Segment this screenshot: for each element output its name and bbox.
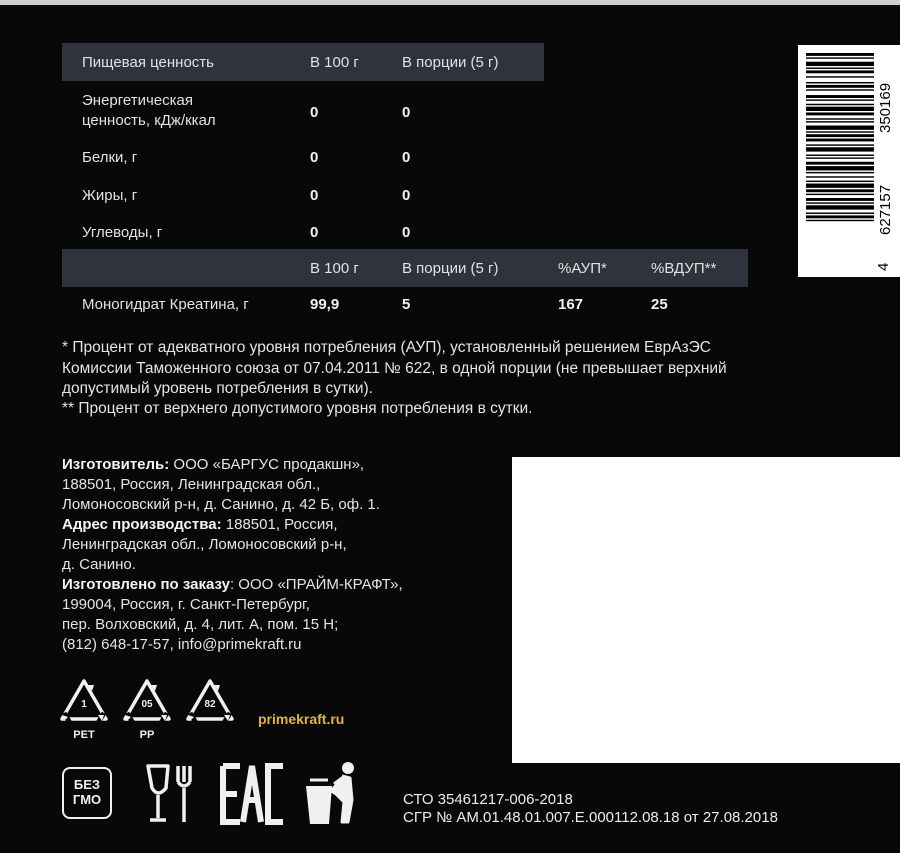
barcode-bar [806, 162, 874, 165]
row-creatine-vdup: 25 [651, 296, 668, 313]
barcode-bar [806, 194, 874, 195]
barcode-bar [806, 147, 874, 151]
footnote-line-3: допустимый уровень потребления в сутки). [62, 380, 373, 397]
barcode-bar [806, 95, 874, 98]
barcode-bar [806, 166, 874, 170]
barcode-bar [806, 118, 874, 119]
barcode-bar [806, 82, 874, 83]
barcode-bar [806, 134, 874, 137]
ordered-company: : ООО «ПРАЙМ-КРАФТ», [229, 576, 403, 593]
recycle-symbol-pp [121, 677, 173, 743]
recycle-symbol-82 [184, 677, 236, 743]
row-energy-name-line1: Энергетическая [82, 92, 193, 109]
manufacturer-label: Изготовитель: [62, 456, 170, 473]
eac-mark [220, 762, 286, 826]
barcode-bar [806, 139, 874, 142]
row-energy-100g: 0 [310, 104, 319, 121]
barcode-digits-mid: 627157 [877, 184, 894, 235]
row-protein-100g: 0 [310, 149, 319, 166]
row-carbs-portion: 0 [402, 224, 411, 241]
barcode-bar [806, 202, 874, 203]
header2-aup: %АУП* [558, 260, 607, 277]
ordered-line-2: 199004, Россия, г. Санкт-Петербург, [62, 596, 310, 613]
no-gmo-line-2: ГМО [72, 792, 102, 807]
recycle-label-pet: PET [73, 729, 95, 741]
row-creatine-100g: 99,9 [310, 296, 340, 313]
barcode-bar [806, 62, 874, 66]
header-per-portion: В порции (5 г) [402, 54, 499, 71]
no-gmo-line-1: БЕЗ [73, 777, 101, 792]
barcode-bar [806, 53, 874, 56]
ordered-line-3: пер. Волховский, д. 4, лит. А, пом. 15 Н; [62, 616, 339, 633]
barcode-bar [806, 220, 874, 221]
row-fat-portion: 0 [402, 187, 411, 204]
recycle-label-pp: PP [139, 729, 155, 741]
production-address-start: 188501, Россия, [221, 516, 338, 533]
row-protein-portion: 0 [402, 149, 411, 166]
row-protein-name: Белки, г [82, 149, 138, 166]
barcode-bar [806, 107, 874, 111]
header2-vdup: %ВДУП** [651, 260, 717, 277]
row-creatine-name: Моногидрат Креатина, г [82, 296, 249, 313]
barcode [798, 45, 900, 277]
barcode-bar [806, 157, 874, 158]
barcode-bar [806, 213, 874, 214]
barcode-bar [806, 205, 874, 209]
row-energy-portion: 0 [402, 104, 411, 121]
barcode-bar [806, 76, 874, 77]
eac-text [220, 762, 222, 763]
recycle-symbol-pet [58, 677, 110, 743]
eac-logo-icon [220, 762, 286, 826]
barcode-bar [806, 155, 874, 156]
header2-per-portion: В порции (5 г) [402, 260, 499, 277]
blank-sticker-area [512, 457, 900, 763]
row-creatine-portion: 5 [402, 296, 411, 313]
footnote-line-4: ** Процент от верхнего допустимого уровня потребления в сутки. [62, 400, 533, 417]
sgr-certificate: СГР № AM.01.48.01.007.E.000112.08.18 от 27.08.2018 [403, 809, 778, 826]
production-label: Адрес производства: [62, 516, 222, 533]
barcode-bar [806, 126, 874, 130]
barcode-bar [806, 70, 874, 73]
barcode-bar [806, 198, 874, 201]
barcode-bar [806, 176, 874, 177]
barcode-bar [806, 68, 874, 69]
recycle-number-82: 82 [204, 699, 216, 710]
website-link[interactable]: primekraft.ru [258, 711, 345, 727]
manufacturer-name: ООО «БАРГУС продакшн», [169, 456, 365, 473]
manufacturer-line-2: 188501, Россия, Ленинградская обл., [62, 476, 321, 493]
barcode-bar [806, 181, 874, 182]
ordered-label: Изготовлено по заказу [62, 576, 230, 593]
barcode-digit-first: 4 [875, 262, 892, 271]
barcode-bar [806, 131, 874, 132]
barcode-bar [806, 89, 874, 90]
barcode-bars [798, 45, 900, 277]
row-creatine-aup: 167 [558, 296, 584, 313]
recycle-number-pet: 1 [81, 699, 87, 710]
ordered-line-4: (812) 648-17-57, info@primekraft.ru [62, 636, 302, 653]
barcode-bar [806, 104, 874, 105]
no-gmo-badge [62, 767, 112, 819]
recycle-number-pp: 05 [141, 699, 153, 710]
header2-per-100g: В 100 г [310, 260, 359, 277]
food-contact-glass-fork-icon [144, 762, 200, 826]
row-fat-name: Жиры, г [82, 187, 138, 204]
row-carbs-name: Углеводы, г [82, 224, 163, 241]
ordered-line-1 [62, 575, 403, 595]
barcode-bar [806, 121, 874, 122]
manufacturer-line-1 [62, 455, 364, 475]
header-nutrition-value: Пищевая ценность [82, 54, 214, 71]
production-line-3: д. Санино. [62, 556, 136, 573]
footnote-line-1: * Процент от адекватного уровня потребления (АУП), установленный решением ЕврАзЭС [62, 339, 712, 356]
barcode-digits-last: 350169 [877, 82, 894, 133]
row-fat-100g: 0 [310, 187, 319, 204]
barcode-bar [806, 215, 874, 218]
barcode-bar [806, 85, 874, 88]
barcode-bar [806, 172, 874, 173]
dispose-in-bin-icon [302, 760, 362, 828]
barcode-bar [806, 144, 874, 145]
barcode-bar [806, 57, 874, 58]
production-line-1 [62, 515, 338, 535]
production-line-2: Ленинградская обл., Ломоносовский р-н, [62, 536, 347, 553]
barcode-bar [806, 112, 874, 115]
manufacturer-line-3: Ломоносовский р-н, д. Санино, д. 42 Б, оф. 1. [62, 496, 380, 513]
header-per-100g: В 100 г [310, 54, 359, 71]
sto-standard: СТО 35461217-006-2018 [403, 791, 573, 808]
row-carbs-100g: 0 [310, 224, 319, 241]
barcode-bar [806, 184, 874, 188]
footnote-line-2: Комиссии Таможенного союза от 07.04.2011 № 622, в одной порции (не превышает верхний [62, 360, 727, 377]
barcode-bar [806, 189, 874, 192]
row-energy-name-line2: ценность, кДж/ккал [82, 112, 216, 129]
barcode-bar [806, 99, 874, 100]
